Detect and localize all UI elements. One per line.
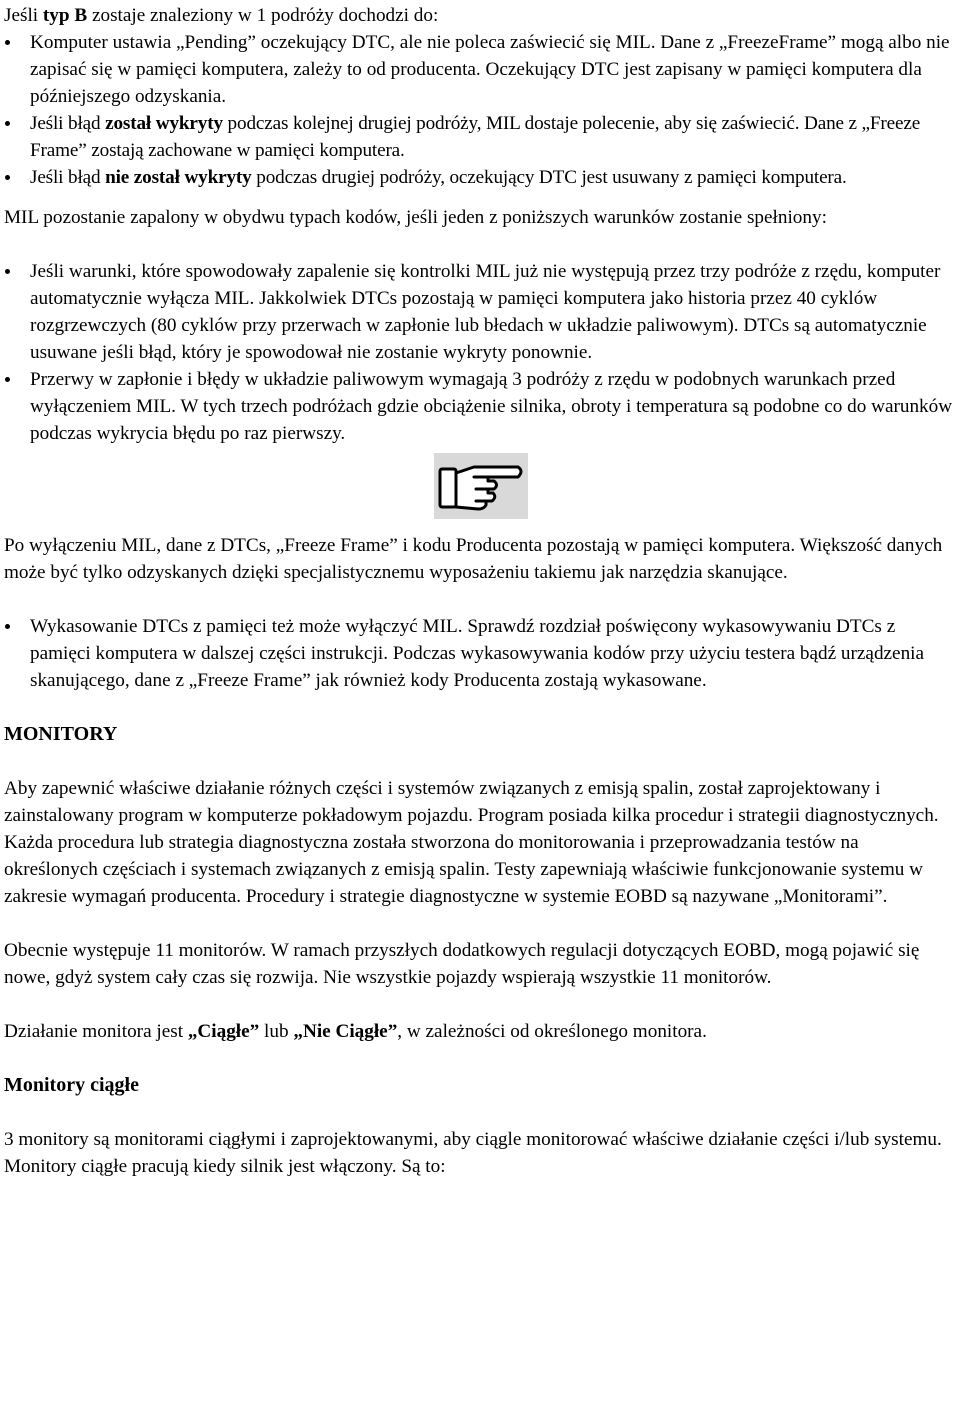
intro-text-c: zostaje znaleziony w 1 podróży dochodzi do: (87, 5, 439, 26)
monitors-text: , w zależności od określonego monitora. (397, 1021, 707, 1042)
intro-text-a: Jeśli (4, 5, 43, 26)
monitors-text: Działanie monitora jest (4, 1021, 188, 1042)
continuous-paragraph: 3 monitory są monitorami ciągłymi i zaprojektowanymi, aby ciągle monitorować właściwe działanie części i/lub systemu. Monitory ciągłe pracują kiedy silnik jest włączony. Są to: (4, 1129, 942, 1177)
list-item-emphasis: nie został wykryty (105, 167, 252, 188)
list-item-text: Komputer ustawia „Pending” oczekujący DTC, ale nie poleca zaświecić się MIL. Dane z „FreezeFrame” mogą albo nie zapisać się w pamięci komputera, zależy to od producenta. Oczekujący DTC jest zapisany w pamięci komputera dla późniejszego odzyskania. (30, 32, 950, 107)
bullet-icon (5, 121, 10, 126)
list-item (4, 29, 954, 110)
monitors-continuous-term: „Ciągłe” (187, 1021, 260, 1042)
mil-paragraph: MIL pozostanie zapalony w obydwu typach kodów, jeśli jeden z poniższych warunków zostanie spełniony: (4, 207, 827, 228)
list-item (4, 613, 954, 694)
note-icon-area (4, 447, 954, 519)
list-item-emphasis: został wykryty (105, 113, 223, 134)
monitors-noncontinuous-term: „Nie Ciągłe” (293, 1021, 398, 1042)
monitors-paragraph-2: Obecnie występuje 11 monitorów. W ramach przyszłych dodatkowych regulacji dotyczących EOBD, mogą pojawić się nowe, gdyż system cały czas się rozwija. Nie wszystkie pojazdy wspierają wszystkie 11 monitorów. (4, 940, 920, 988)
bullet-icon (5, 269, 10, 274)
section-heading-monitors: MONITORY (4, 723, 118, 745)
list-item-text: Wykasowanie DTCs z pamięci też może wyłączyć MIL. Sprawdź rozdział poświęcony wykasowywaniu DTCs z pamięci komputera w dalszej części instrukcji. Podczas wykasowywania kodów przy użyciu testera bądź urządzenia skanującego, dane z „Freeze Frame” jak również kody Producenta zostają wykasowane. (30, 616, 925, 691)
pointing-hand-icon (434, 453, 528, 519)
list-item-text: Przerwy w zapłonie i błędy w układzie paliwowym wymagają 3 podróży z rzędu w podobnych warunkach przed wyłączeniem MIL. W tych trzech podróżach gdzie obciążenie silnika, obroty i temperatura są podobne co do warunków podczas wykrycia błędu po raz pierwszy. (30, 369, 953, 444)
list-item (4, 258, 954, 366)
bullet-icon (5, 40, 10, 45)
monitors-paragraph-1: Aby zapewnić właściwe działanie różnych części i systemów związanych z emisją spalin, został zaprojektowany i zainstalowany program w komputerze pokładowym pojazdu. Program posiada kilka procedur i strategii diagnostycznych. Każda procedura lub strategia diagnostyczna została stworzona do monitorowania i przeprowadzania testów na określonych częściach i systemach związanych z emisją spalin. Testy zapewniają właściwie funkcjonowanie systemu w zakresie wymagań producenta. Procedury i strategie diagnostyczne w systemie EOBD są nazywane „Monitorami”. (4, 778, 939, 907)
list-item-text: Jeśli błąd (30, 167, 106, 188)
section-heading-continuous: Monitory ciągłe (4, 1074, 139, 1096)
intro-type-b: typ B (42, 5, 88, 26)
bullet-icon (5, 175, 10, 180)
type-b-list (4, 29, 954, 191)
bullet-icon (5, 624, 10, 629)
monitors-text: lub (259, 1021, 294, 1042)
list-item (4, 164, 954, 191)
list-item-text: podczas drugiej podróży, oczekujący DTC jest usuwany z pamięci komputera. (251, 167, 847, 188)
list-item (4, 110, 954, 164)
after-mil-paragraph: Po wyłączeniu MIL, dane z DTCs, „Freeze Frame” i kodu Producenta pozostają w pamięci komputera. Większość danych może być tylko odzyskanych dzięki specjalistycznemu wyposażeniu takiemu jak narzędzia skanujące. (4, 535, 943, 583)
list-item-text: Jeśli błąd (30, 113, 106, 134)
list-item (4, 366, 954, 447)
monitors-paragraph-3 (4, 1018, 954, 1045)
list-item-text: Jeśli warunki, które spowodowały zapalenie się kontrolki MIL już nie występują przez trzy podróże z rzędu, komputer automatycznie wyłącza MIL. Jakkolwiek DTCs pozostają w pamięci komputera jako historia przez 40 cyklów rozgrzewczych (80 cyklów przy przerwach w zapłonie lub błedach w układzie paliwowym). DTCs są automatycznie usuwane jeśli błąd, który je spowodował nie zostanie wykryty ponownie. (30, 261, 941, 363)
erase-list (4, 613, 954, 694)
bullet-icon (5, 377, 10, 382)
intro-paragraph (4, 2, 954, 29)
mil-conditions-list (4, 258, 954, 447)
list-item-text: podczas kolejnej drugiej podróży, MIL dostaje polecenie, aby się zaświecić. Dane z „Freeze Frame” zostają zachowane w pamięci komputera. (30, 113, 921, 161)
